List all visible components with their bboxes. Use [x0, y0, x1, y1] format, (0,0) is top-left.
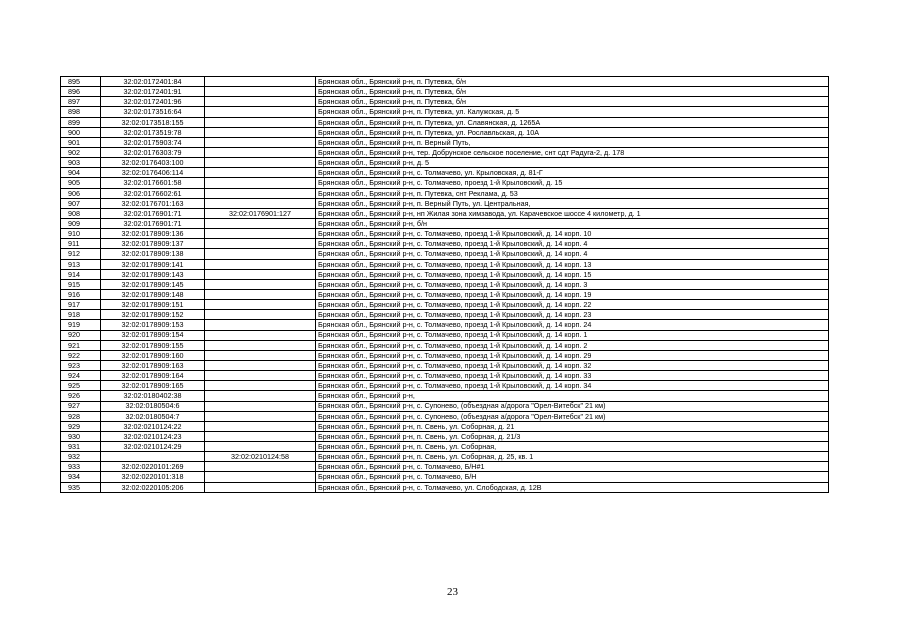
new-cadastral-number: 32:02:0176901:127 — [205, 208, 316, 218]
row-number: 925 — [61, 381, 101, 391]
table-row — [61, 77, 829, 87]
table-row — [61, 371, 829, 381]
registry-body — [61, 77, 829, 493]
row-number: 919 — [61, 320, 101, 330]
cadastral-number: 32:02:0172401:84 — [101, 77, 205, 87]
row-number: 911 — [61, 239, 101, 249]
address: Брянская обл., Брянский р-н, с. Толмачево, проезд 1-й Крыловский, д. 14 корп. 4 — [316, 249, 829, 259]
address: Брянская обл., Брянский р-н, с. Толмачево, проезд 1-й Крыловский, д. 15 — [316, 178, 829, 188]
cadastral-number: 32:02:0176602:61 — [101, 188, 205, 198]
row-number: 902 — [61, 147, 101, 157]
row-number: 899 — [61, 117, 101, 127]
row-number: 913 — [61, 259, 101, 269]
row-number: 932 — [61, 452, 101, 462]
cadastral-number: 32:02:0173516:64 — [101, 107, 205, 117]
new-cadastral-number — [205, 218, 316, 228]
cadastral-number: 32:02:0210124:23 — [101, 431, 205, 441]
cadastral-number: 32:02:0178909:138 — [101, 249, 205, 259]
cadastral-number: 32:02:0210124:22 — [101, 421, 205, 431]
cadastral-number: 32:02:0178909:155 — [101, 340, 205, 350]
cadastral-number: 32:02:0176406:114 — [101, 168, 205, 178]
row-number: 927 — [61, 401, 101, 411]
cadastral-number: 32:02:0178909:165 — [101, 381, 205, 391]
table-row — [61, 147, 829, 157]
table-row — [61, 411, 829, 421]
row-number: 921 — [61, 340, 101, 350]
table-row — [61, 168, 829, 178]
row-number: 918 — [61, 310, 101, 320]
table-row — [61, 381, 829, 391]
address: Брянская обл., Брянский р-н, с. Толмачево, проезд 1-й Крыловский, д. 14 корп. 3 — [316, 279, 829, 289]
cadastral-number: 32:02:0178909:164 — [101, 371, 205, 381]
new-cadastral-number — [205, 178, 316, 188]
cadastral-number: 32:02:0178909:151 — [101, 300, 205, 310]
table-row — [61, 350, 829, 360]
row-number: 915 — [61, 279, 101, 289]
address: Брянская обл., Брянский р-н, с. Толмачево, проезд 1-й Крыловский, д. 14 корп. 29 — [316, 350, 829, 360]
new-cadastral-number — [205, 462, 316, 472]
address: Брянская обл., Брянский р-н, — [316, 391, 829, 401]
address: Брянская обл., Брянский р-н, с. Толмачево, проезд 1-й Крыловский, д. 14 корп. 1 — [316, 330, 829, 340]
row-number: 934 — [61, 472, 101, 482]
cadastral-number: 32:02:0178909:137 — [101, 239, 205, 249]
table-row — [61, 401, 829, 411]
cadastral-number: 32:02:0173519:78 — [101, 127, 205, 137]
cadastral-number: 32:02:0176601:58 — [101, 178, 205, 188]
address: Брянская обл., Брянский р-н, п. Путевка, б/н — [316, 87, 829, 97]
cadastral-number: 32:02:0178909:154 — [101, 330, 205, 340]
address: Брянская обл., Брянский р-н, д. 5 — [316, 158, 829, 168]
row-number: 931 — [61, 442, 101, 452]
cadastral-number: 32:02:0180504:6 — [101, 401, 205, 411]
row-number: 904 — [61, 168, 101, 178]
address: Брянская обл., Брянский р-н, нп Жилая зона химзавода, ул. Карачевское шоссе 4 километр, д. 1 — [316, 208, 829, 218]
address: Брянская обл., Брянский р-н, с. Толмачево, проезд 1-й Крыловский, д. 14 корп. 34 — [316, 381, 829, 391]
cadastral-number — [101, 452, 205, 462]
table-row — [61, 87, 829, 97]
new-cadastral-number — [205, 137, 316, 147]
address: Брянская обл., Брянский р-н, с. Супонево, (объездная а/дорога "Орел-Витебск" 21 км) — [316, 411, 829, 421]
table-row — [61, 391, 829, 401]
new-cadastral-number — [205, 401, 316, 411]
row-number: 895 — [61, 77, 101, 87]
row-number: 914 — [61, 269, 101, 279]
cadastral-number: 32:02:0180504:7 — [101, 411, 205, 421]
address: Брянская обл., Брянский р-н, с. Толмачево, проезд 1-й Крыловский, д. 14 корп. 4 — [316, 239, 829, 249]
address: Брянская обл., Брянский р-н, п. Свень, ул. Соборная, д. 21 — [316, 421, 829, 431]
new-cadastral-number — [205, 117, 316, 127]
row-number: 906 — [61, 188, 101, 198]
address: Брянская обл., Брянский р-н, с. Толмачево, проезд 1-й Крыловский, д. 14 корп. 19 — [316, 289, 829, 299]
new-cadastral-number — [205, 107, 316, 117]
row-number: 917 — [61, 300, 101, 310]
address: Брянская обл., Брянский р-н, с. Толмачево, проезд 1-й Крыловский, д. 14 корп. 13 — [316, 259, 829, 269]
new-cadastral-number — [205, 269, 316, 279]
new-cadastral-number — [205, 381, 316, 391]
cadastral-number: 32:02:0176403:100 — [101, 158, 205, 168]
table-row — [61, 158, 829, 168]
address: Брянская обл., Брянский р-н, с. Толмачево, проезд 1-й Крыловский, д. 14 корп. 10 — [316, 229, 829, 239]
row-number: 900 — [61, 127, 101, 137]
address: Брянская обл., Брянский р-н, п. Путевка, б/н — [316, 77, 829, 87]
new-cadastral-number — [205, 289, 316, 299]
address: Брянская обл., Брянский р-н, п. Путевка, снт Реклама, д. 53 — [316, 188, 829, 198]
row-number: 908 — [61, 208, 101, 218]
table-row — [61, 117, 829, 127]
table-row — [61, 107, 829, 117]
row-number: 896 — [61, 87, 101, 97]
cadastral-number: 32:02:0176303:79 — [101, 147, 205, 157]
new-cadastral-number — [205, 340, 316, 350]
new-cadastral-number — [205, 97, 316, 107]
table-row — [61, 178, 829, 188]
new-cadastral-number — [205, 431, 316, 441]
row-number: 916 — [61, 289, 101, 299]
row-number: 935 — [61, 482, 101, 492]
cadastral-number: 32:02:0176701:163 — [101, 198, 205, 208]
row-number: 929 — [61, 421, 101, 431]
table-row — [61, 431, 829, 441]
new-cadastral-number — [205, 421, 316, 431]
cadastral-number: 32:02:0220101:269 — [101, 462, 205, 472]
row-number: 920 — [61, 330, 101, 340]
cadastral-number: 32:02:0178909:160 — [101, 350, 205, 360]
table-row — [61, 442, 829, 452]
new-cadastral-number — [205, 482, 316, 492]
table-row — [61, 208, 829, 218]
table-row — [61, 320, 829, 330]
table-row — [61, 452, 829, 462]
address: Брянская обл., Брянский р-н, с. Толмачево, проезд 1-й Крыловский, д. 14 корп. 24 — [316, 320, 829, 330]
cadastral-number: 32:02:0176901:71 — [101, 218, 205, 228]
table-row — [61, 330, 829, 340]
new-cadastral-number — [205, 87, 316, 97]
row-number: 905 — [61, 178, 101, 188]
row-number: 924 — [61, 371, 101, 381]
new-cadastral-number — [205, 350, 316, 360]
row-number: 923 — [61, 360, 101, 370]
address: Брянская обл., Брянский р-н, с. Толмачево, проезд 1-й Крыловский, д. 14 корп. 2 — [316, 340, 829, 350]
address: Брянская обл., Брянский р-н, с. Толмачево, проезд 1-й Крыловский, д. 14 корп. 15 — [316, 269, 829, 279]
address: Брянская обл., Брянский р-н, с. Толмачево, проезд 1-й Крыловский, д. 14 корп. 23 — [316, 310, 829, 320]
new-cadastral-number — [205, 310, 316, 320]
cadastral-number: 32:02:0175903:74 — [101, 137, 205, 147]
table-row — [61, 229, 829, 239]
address: Брянская обл., Брянский р-н, с. Толмачево, ул. Крыловская, д. 81-Г — [316, 168, 829, 178]
new-cadastral-number — [205, 330, 316, 340]
cadastral-number: 32:02:0180402:38 — [101, 391, 205, 401]
new-cadastral-number — [205, 259, 316, 269]
cadastral-number: 32:02:0178909:136 — [101, 229, 205, 239]
row-number: 928 — [61, 411, 101, 421]
address: Брянская обл., Брянский р-н, п. Путевка, ул. Калужская, д. 5 — [316, 107, 829, 117]
cadastral-number: 32:02:0220105:206 — [101, 482, 205, 492]
table-row — [61, 360, 829, 370]
row-number: 903 — [61, 158, 101, 168]
cadastral-number: 32:02:0178909:141 — [101, 259, 205, 269]
address: Брянская обл., Брянский р-н, с. Толмачево, проезд 1-й Крыловский, д. 14 корп. 33 — [316, 371, 829, 381]
new-cadastral-number — [205, 158, 316, 168]
row-number: 907 — [61, 198, 101, 208]
row-number: 930 — [61, 431, 101, 441]
address: Брянская обл., Брянский р-н, п. Верный Путь, ул. Центральная, — [316, 198, 829, 208]
new-cadastral-number — [205, 168, 316, 178]
new-cadastral-number — [205, 239, 316, 249]
row-number: 910 — [61, 229, 101, 239]
address: Брянская обл., Брянский р-н, с. Толмачево, ул. Слободская, д. 12В — [316, 482, 829, 492]
address: Брянская обл., Брянский р-н, с. Супонево, (объездная а/дорога "Орел-Витебск" 21 км) — [316, 401, 829, 411]
cadastral-number: 32:02:0178909:152 — [101, 310, 205, 320]
address: Брянская обл., Брянский р-н, п. Путевка, ул. Рославльская, д. 10А — [316, 127, 829, 137]
table-row — [61, 310, 829, 320]
row-number: 909 — [61, 218, 101, 228]
new-cadastral-number — [205, 371, 316, 381]
row-number: 897 — [61, 97, 101, 107]
new-cadastral-number — [205, 198, 316, 208]
new-cadastral-number — [205, 360, 316, 370]
table-row — [61, 340, 829, 350]
cadastral-number: 32:02:0178909:145 — [101, 279, 205, 289]
address: Брянская обл., Брянский р-н, п. Свень, ул. Соборная, д. 21/3 — [316, 431, 829, 441]
cadastral-number: 32:02:0178909:148 — [101, 289, 205, 299]
cadastral-number: 32:02:0178909:143 — [101, 269, 205, 279]
address: Брянская обл., Брянский р-н, п. Путевка, ул. Славянская, д. 1265А — [316, 117, 829, 127]
new-cadastral-number — [205, 279, 316, 289]
address: Брянская обл., Брянский р-н, п. Свень, ул. Соборная, — [316, 442, 829, 452]
cadastral-number: 32:02:0178909:153 — [101, 320, 205, 330]
new-cadastral-number — [205, 229, 316, 239]
row-number: 898 — [61, 107, 101, 117]
new-cadastral-number — [205, 127, 316, 137]
table-row — [61, 97, 829, 107]
new-cadastral-number — [205, 391, 316, 401]
cadastral-number: 32:02:0178909:163 — [101, 360, 205, 370]
new-cadastral-number — [205, 300, 316, 310]
table-row — [61, 188, 829, 198]
table-row — [61, 218, 829, 228]
table-row — [61, 198, 829, 208]
new-cadastral-number — [205, 77, 316, 87]
address: Брянская обл., Брянский р-н, п. Путевка, б/н — [316, 97, 829, 107]
table-row — [61, 482, 829, 492]
address: Брянская обл., Брянский р-н, п. Свень, ул. Соборная, д. 25, кв. 1 — [316, 452, 829, 462]
table-row — [61, 239, 829, 249]
table-row — [61, 472, 829, 482]
new-cadastral-number — [205, 442, 316, 452]
table-row — [61, 289, 829, 299]
address: Брянская обл., Брянский р-н, п. Верный Путь, — [316, 137, 829, 147]
cadastral-number: 32:02:0176901:71 — [101, 208, 205, 218]
cadastral-number: 32:02:0210124:29 — [101, 442, 205, 452]
cadastral-number: 32:02:0173518:155 — [101, 117, 205, 127]
table-row — [61, 259, 829, 269]
table-row — [61, 421, 829, 431]
table-row — [61, 127, 829, 137]
new-cadastral-number — [205, 411, 316, 421]
row-number: 912 — [61, 249, 101, 259]
new-cadastral-number — [205, 320, 316, 330]
address: Брянская обл., Брянский р-н, тер. Добрунское сельское поселение, снт сдт Радуга-2, д. 178 — [316, 147, 829, 157]
registry-table — [60, 76, 829, 493]
cadastral-number: 32:02:0220101:318 — [101, 472, 205, 482]
address: Брянская обл., Брянский р-н, с. Толмачево, проезд 1-й Крыловский, д. 14 корп. 32 — [316, 360, 829, 370]
table-row — [61, 249, 829, 259]
address: Брянская обл., Брянский р-н, с. Толмачево, проезд 1-й Крыловский, д. 14 корп. 22 — [316, 300, 829, 310]
cadastral-number: 32:02:0172401:96 — [101, 97, 205, 107]
new-cadastral-number — [205, 472, 316, 482]
table-row — [61, 269, 829, 279]
address: Брянская обл., Брянский р-н, с. Толмачево, Б/Н — [316, 472, 829, 482]
row-number: 922 — [61, 350, 101, 360]
row-number: 933 — [61, 462, 101, 472]
row-number: 901 — [61, 137, 101, 147]
new-cadastral-number: 32:02:0210124:58 — [205, 452, 316, 462]
cadastral-number: 32:02:0172401:91 — [101, 87, 205, 97]
table-row — [61, 137, 829, 147]
new-cadastral-number — [205, 249, 316, 259]
table-row — [61, 279, 829, 289]
table-row — [61, 462, 829, 472]
address: Брянская обл., Брянский р-н, б/н — [316, 218, 829, 228]
page-number: 23 — [447, 586, 458, 598]
new-cadastral-number — [205, 188, 316, 198]
address: Брянская обл., Брянский р-н, с. Толмачево, Б/Н#1 — [316, 462, 829, 472]
row-number: 926 — [61, 391, 101, 401]
new-cadastral-number — [205, 147, 316, 157]
table-row — [61, 300, 829, 310]
